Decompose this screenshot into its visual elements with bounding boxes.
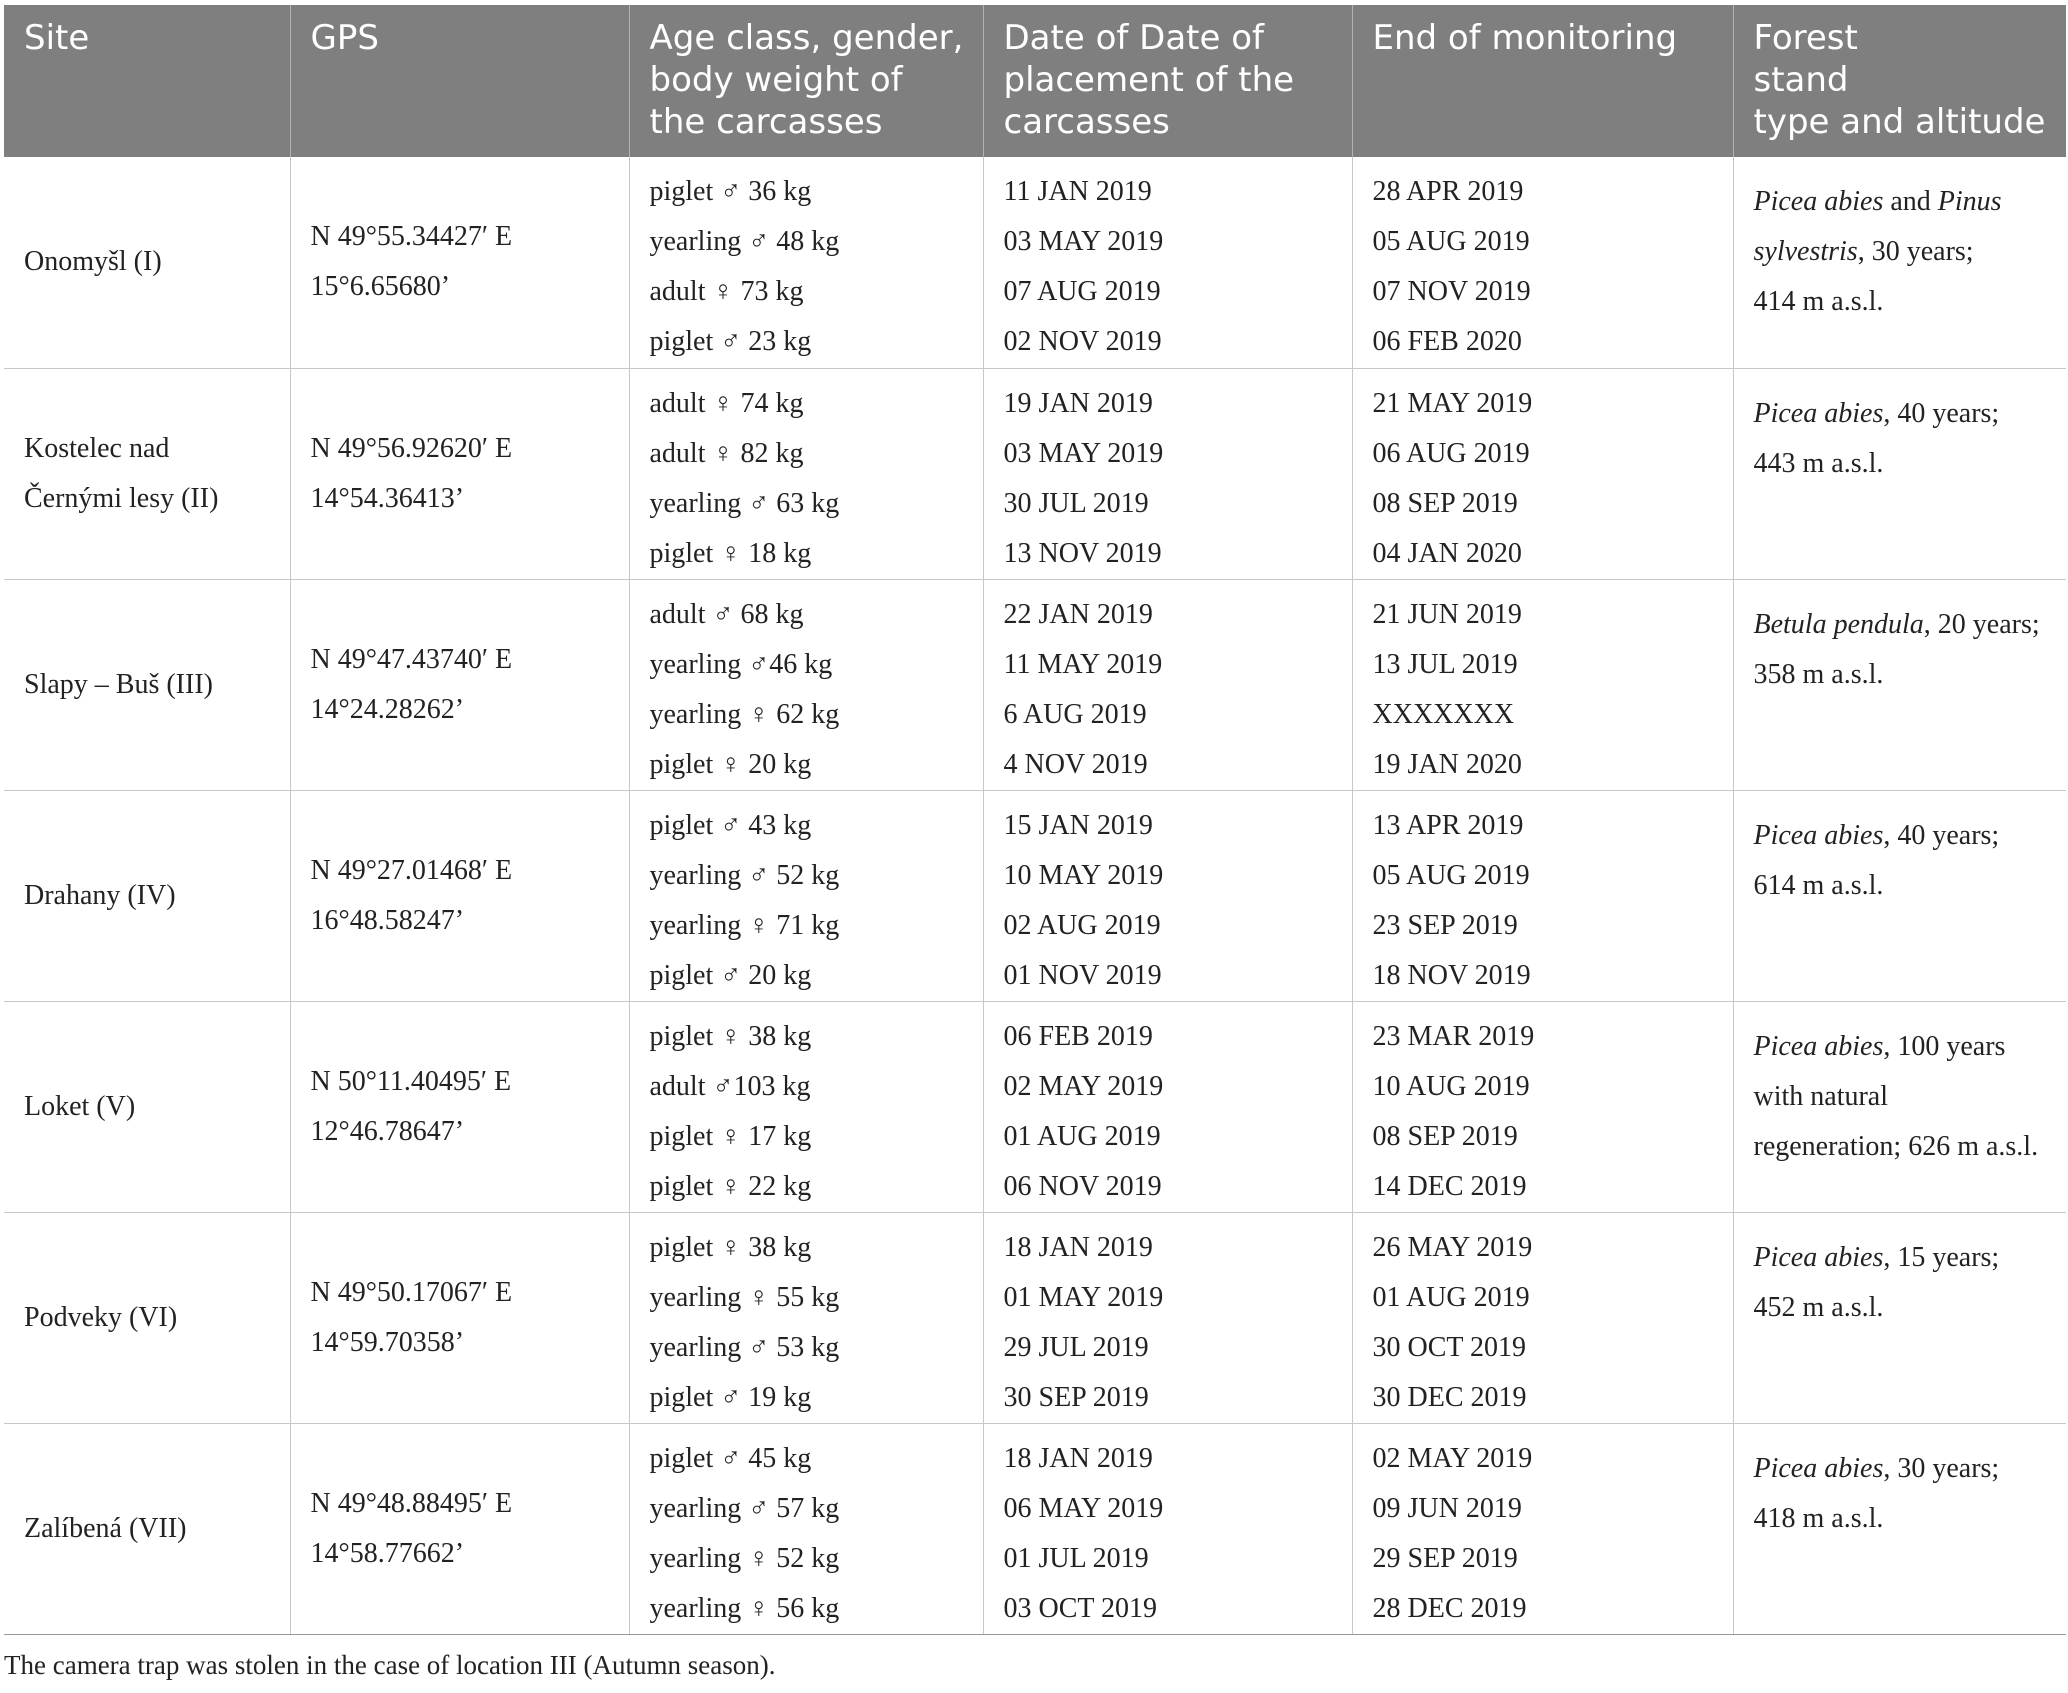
cell-line: piglet ♂ 45 kg [649,1442,812,1474]
cell-line: adult ♀ 82 kg [649,437,804,469]
carcasses-cell [629,790,983,1001]
cell-line: adult ♀ 73 kg [649,276,804,307]
cell-line [1754,1022,2055,1072]
cell-line: yearling ♀ 55 kg [649,1281,840,1313]
cell-line: adult ♂103 kg [649,1070,811,1102]
site-cell [4,579,290,790]
stand-text: , 30 years; [1857,236,1974,267]
table-row [4,1001,2066,1212]
header-carcasses [629,5,983,157]
cell-line: 02 MAY 2019 [1003,1070,1164,1102]
cell-line: 18 JAN 2019 [1003,1442,1153,1474]
placement-date-cell [983,1212,1352,1423]
carcasses-cell [629,368,983,579]
cell-line: 30 JUL 2019 [1003,487,1149,519]
cell-line [1754,1444,2055,1494]
cell-line: 15 JAN 2019 [1003,809,1153,841]
end-date-cell [1352,790,1733,1001]
cell-line: yearling ♀ 62 kg [649,698,840,730]
stand-text: , 30 years; [1883,1452,2000,1484]
site-cell [4,790,290,1001]
species-name: sylvestris [1753,236,1858,267]
stand-text: 443 m a.s.l. [1753,447,1884,479]
cell-line [1754,389,2055,439]
header-row [4,5,2066,157]
cell-line: yearling ♀ 71 kg [649,909,840,941]
cell-line: 23 MAR 2019 [1372,1020,1535,1052]
stand-text: , 40 years; [1883,819,2000,851]
cell-line: 28 DEC 2019 [1372,1592,1527,1624]
stand-text: 452 m a.s.l. [1753,1291,1884,1323]
cell-line: 11 MAY 2019 [1003,648,1163,680]
cell-line: yearling ♂ 53 kg [649,1331,840,1363]
placement-date-cell [983,790,1352,1001]
cell-line: 30 SEP 2019 [1003,1381,1149,1413]
table-row [4,579,2066,790]
cell-line: piglet ♀ 17 kg [649,1120,812,1152]
stand-text: and [1883,186,1938,217]
cell-line: 21 MAY 2019 [1372,387,1533,419]
stand-text: with natural [1753,1080,1889,1112]
cell-line: adult ♂ 68 kg [649,598,804,630]
cell-line [1754,1233,2055,1283]
cell-line: Podveky (VI) [24,1301,178,1333]
end-date-cell [1352,1212,1733,1423]
cell-line: 02 AUG 2019 [1003,909,1161,941]
cell-line: 14°24.28262’ [310,693,465,725]
gps-cell [290,1212,629,1423]
cell-line: yearling ♂ 48 kg [649,226,840,257]
header-line: GPS [310,18,379,58]
cell-line: yearling ♂ 57 kg [649,1492,840,1524]
cell-line [1754,811,2055,861]
table-row [4,1423,2066,1634]
cell-line: 14 DEC 2019 [1372,1170,1527,1202]
site-cell [4,1212,290,1423]
gps-cell [290,790,629,1001]
cell-line: 29 JUL 2019 [1003,1331,1149,1363]
cell-line: 18 NOV 2019 [1372,959,1531,991]
cell-line: 01 JUL 2019 [1003,1542,1149,1574]
species-name: Betula pendula [1753,608,1924,640]
cell-line: 01 AUG 2019 [1003,1120,1161,1152]
cell-line: 01 NOV 2019 [1003,959,1162,991]
cell-line [1754,600,2055,650]
header-end-of-monitoring [1352,5,1733,157]
stand-text: 358 m a.s.l. [1753,658,1884,690]
cell-line: 30 DEC 2019 [1372,1381,1527,1413]
header-line: End of monitoring [1372,18,1678,58]
cell-line: 03 MAY 2019 [1003,437,1164,469]
cell-line: N 49°56.92620′ E [310,432,513,464]
end-date-cell [1352,579,1733,790]
site-cell [4,157,290,368]
cell-line: 16°48.58247’ [310,904,465,936]
header-line: placement of the [1003,60,1295,100]
cell-line: 13 NOV 2019 [1003,537,1162,569]
end-date-cell [1352,1001,1733,1212]
cell-line: 06 FEB 2020 [1372,326,1522,357]
cell-line: piglet ♂ 20 kg [649,959,812,991]
cell-line: Slapy – Buš (III) [24,668,213,700]
cell-line [1754,861,2055,911]
site-cell [4,1423,290,1634]
cell-line: piglet ♀ 38 kg [649,1231,812,1263]
stand-text: , 20 years; [1923,608,2040,640]
cell-line: 05 AUG 2019 [1372,226,1530,257]
carcass-monitoring-table [4,5,2066,1635]
cell-line: 6 AUG 2019 [1003,698,1147,730]
carcasses-cell [629,157,983,368]
cell-line: Drahany (IV) [24,879,176,911]
gps-cell [290,1001,629,1212]
cell-line: 03 MAY 2019 [1003,226,1164,257]
cell-line: 02 MAY 2019 [1372,1442,1533,1474]
gps-cell [290,579,629,790]
stand-text: , 100 years [1883,1030,2006,1062]
cell-line: 18 JAN 2019 [1003,1231,1153,1263]
cell-line: 19 JAN 2020 [1372,748,1522,780]
cell-line: N 49°50.17067′ E [310,1276,513,1308]
cell-line: piglet ♀ 20 kg [649,748,812,780]
cell-line: 06 FEB 2019 [1003,1020,1153,1052]
stand-text: 614 m a.s.l. [1753,869,1884,901]
gps-cell [290,368,629,579]
stand-text: , 40 years; [1883,397,2000,429]
cell-line: 07 AUG 2019 [1003,276,1161,307]
placement-date-cell [983,1001,1352,1212]
site-cell [4,1001,290,1212]
cell-line [1754,650,2055,700]
species-name: Picea abies [1753,1452,1884,1484]
cell-line: Kostelec nad [24,432,170,464]
cell-line: Onomyšl (I) [24,246,162,278]
end-date-cell [1352,368,1733,579]
stand-text: 418 m a.s.l. [1753,1502,1884,1534]
cell-line: 26 MAY 2019 [1372,1231,1533,1263]
header-line: body weight of [649,60,903,100]
header-line: Forest [1753,18,1858,58]
cell-line: yearling ♂ 63 kg [649,487,840,519]
cell-line: piglet ♀ 18 kg [649,537,812,569]
placement-date-cell [983,579,1352,790]
table-row [4,1212,2066,1423]
cell-line: N 50°11.40495′ E [310,1065,512,1097]
gps-cell [290,157,629,368]
cell-line: piglet ♀ 22 kg [649,1170,812,1202]
cell-line: 19 JAN 2019 [1003,387,1153,419]
forest-stand-cell [1733,579,2066,790]
forest-stand-cell [1733,1212,2066,1423]
cell-line: 10 AUG 2019 [1372,1070,1530,1102]
carcasses-cell [629,579,983,790]
species-name: Pinus [1937,186,2002,217]
cell-line: 28 APR 2019 [1372,176,1524,207]
cell-line: N 49°27.01468′ E [310,854,513,886]
cell-line: 14°59.70358’ [310,1326,465,1358]
cell-line: 11 JAN 2019 [1003,176,1152,207]
cell-line [1754,227,2055,277]
cell-line: 08 SEP 2019 [1372,487,1518,519]
stand-text: 414 m a.s.l. [1753,286,1884,317]
header-line: Age class, gender, [649,18,964,58]
stand-text: , 15 years; [1883,1241,2000,1273]
cell-line: N 49°48.88495′ E [310,1487,513,1519]
header-line: stand [1753,60,1849,100]
cell-line: 06 NOV 2019 [1003,1170,1162,1202]
header-placement-date [983,5,1352,157]
cell-line: yearling ♂ 52 kg [649,859,840,891]
cell-line: 04 JAN 2020 [1372,537,1522,569]
cell-line: 08 SEP 2019 [1372,1120,1518,1152]
cell-line: 4 NOV 2019 [1003,748,1148,780]
cell-line: 06 AUG 2019 [1372,437,1530,469]
placement-date-cell [983,368,1352,579]
cell-line: 23 SEP 2019 [1372,909,1518,941]
table-body [4,157,2066,1634]
carcasses-cell [629,1423,983,1634]
cell-line: 13 APR 2019 [1372,809,1524,841]
cell-line [1754,277,2055,327]
cell-line: 10 MAY 2019 [1003,859,1164,891]
end-date-cell [1352,157,1733,368]
cell-line: yearling ♀ 56 kg [649,1592,840,1624]
header-line: Date of Date of [1003,18,1264,58]
cell-line: 06 MAY 2019 [1003,1492,1164,1524]
forest-stand-cell [1733,1001,2066,1212]
cell-line: XXXXXXX [1372,698,1515,730]
cell-line: piglet ♂ 23 kg [649,326,812,357]
cell-line [1754,1122,2055,1172]
cell-line: piglet ♀ 38 kg [649,1020,812,1052]
site-cell [4,368,290,579]
cell-line [1754,1283,2055,1333]
cell-line: 01 MAY 2019 [1003,1281,1164,1313]
placement-date-cell [983,157,1352,368]
cell-line: N 49°55.34427′ E [310,221,513,253]
cell-line: 01 AUG 2019 [1372,1281,1530,1313]
cell-line: Černými lesy (II) [24,482,219,514]
cell-line: 13 JUL 2019 [1372,648,1518,680]
cell-line: 07 NOV 2019 [1372,276,1531,307]
forest-stand-cell [1733,368,2066,579]
table-container [4,5,2066,1635]
cell-line: 05 AUG 2019 [1372,859,1530,891]
species-name: Picea abies [1753,819,1884,851]
cell-line: piglet ♂ 36 kg [649,176,812,207]
cell-line [1754,1072,2055,1122]
cell-line: 02 NOV 2019 [1003,326,1162,357]
cell-line: piglet ♂ 19 kg [649,1381,812,1413]
carcasses-cell [629,1001,983,1212]
cell-line: 22 JAN 2019 [1003,598,1153,630]
cell-line: 29 SEP 2019 [1372,1542,1518,1574]
header-line: carcasses [1003,102,1170,142]
cell-line: N 49°47.43740′ E [310,643,513,675]
species-name: Picea abies [1753,397,1884,429]
cell-line: 14°54.36413’ [310,482,465,514]
cell-line: 15°6.65680’ [310,271,451,303]
table-footnote: The camera trap was stolen in the case of location III (Autumn season). [4,1650,776,1680]
header-line: the carcasses [649,102,883,142]
forest-stand-cell [1733,157,2066,368]
table-row [4,157,2066,368]
cell-line: 21 JUN 2019 [1372,598,1522,630]
table-row [4,368,2066,579]
cell-line [1754,1494,2055,1544]
placement-date-cell [983,1423,1352,1634]
cell-line: yearling ♂46 kg [649,648,833,680]
forest-stand-cell [1733,790,2066,1001]
gps-cell [290,1423,629,1634]
header-site [4,5,290,157]
cell-line: adult ♀ 74 kg [649,387,804,419]
cell-line: 09 JUN 2019 [1372,1492,1522,1524]
header-line: type and altitude [1753,102,2046,142]
cell-line: 14°58.77662’ [310,1537,465,1569]
carcasses-cell [629,1212,983,1423]
cell-line: 03 OCT 2019 [1003,1592,1157,1624]
cell-line [1754,177,2055,227]
cell-line: Zalíbená (VII) [24,1512,187,1544]
end-date-cell [1352,1423,1733,1634]
cell-line: yearling ♀ 52 kg [649,1542,840,1574]
species-name: Picea abies [1753,1030,1884,1062]
forest-stand-cell [1733,1423,2066,1634]
species-name: Picea abies [1753,186,1884,217]
header-forest-stand [1733,5,2066,157]
cell-line: 30 OCT 2019 [1372,1331,1526,1363]
table-row [4,790,2066,1001]
cell-line: piglet ♂ 43 kg [649,809,812,841]
cell-line [1754,439,2055,489]
cell-line: Loket (V) [24,1090,136,1122]
header-gps [290,5,629,157]
header-line: Site [24,18,90,58]
species-name: Picea abies [1753,1241,1884,1273]
stand-text: regeneration; 626 m a.s.l. [1753,1130,2039,1162]
cell-line: 12°46.78647’ [310,1115,465,1147]
